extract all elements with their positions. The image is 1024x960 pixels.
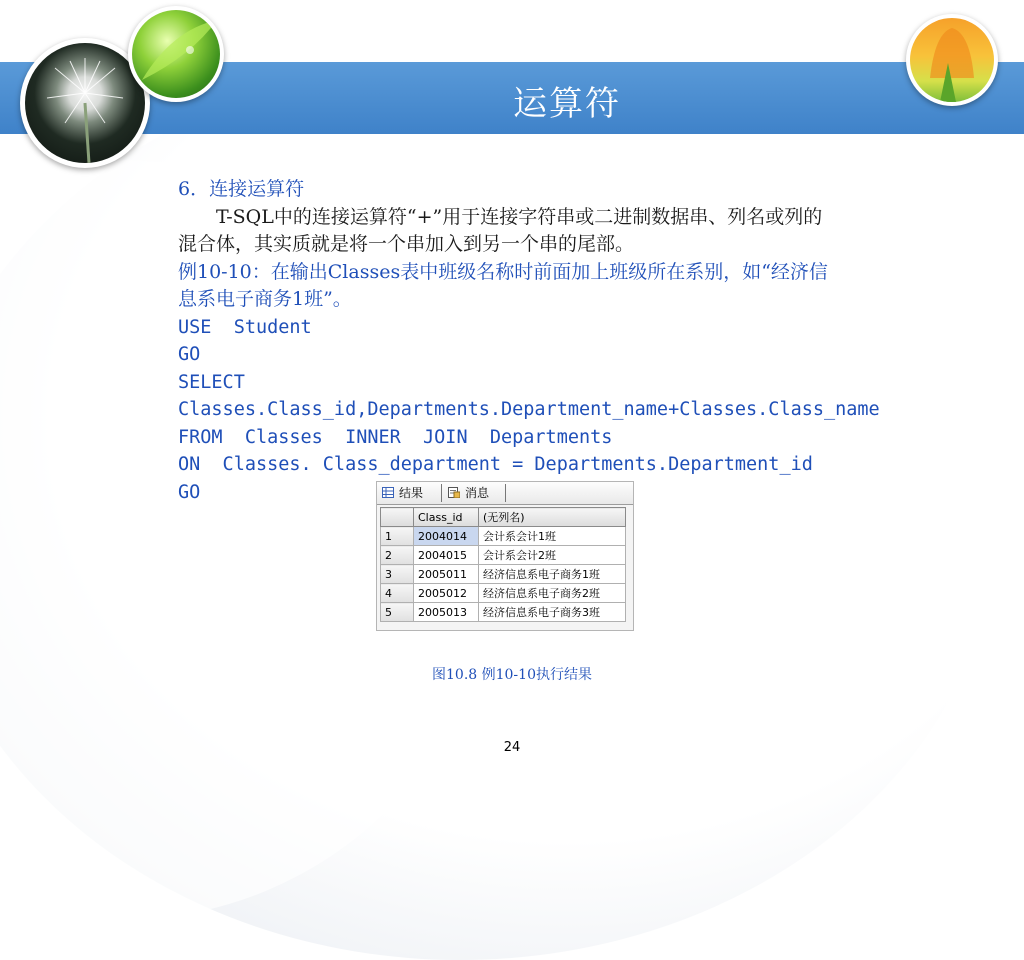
cell-class-name[interactable]: 经济信息系电子商务2班 [479, 584, 626, 603]
code-line: ON Classes. Class_department = Departments.Department_id [178, 454, 813, 475]
tulip-icon [910, 18, 994, 102]
message-icon [448, 487, 460, 498]
green-leaf-photo [128, 6, 224, 102]
code-line: GO [178, 481, 201, 503]
table-row[interactable] [381, 603, 626, 622]
cell-class-name[interactable]: 经济信息系电子商务3班 [479, 603, 626, 622]
leaf-icon [132, 10, 220, 98]
code-line: Classes.Class_id,Departments.Department_name+Classes.Class_name [178, 399, 880, 420]
column-header-unnamed[interactable]: (无列名) [479, 508, 626, 527]
cell-class-id[interactable]: 2004014 [414, 527, 479, 546]
example-line-1: 例10-10：在输出Classes表中班级名称时前面加上班级所在系别，如“经济信 [178, 260, 828, 283]
cell-class-name[interactable]: 会计系会计2班 [479, 546, 626, 565]
description-line-2: 混合体，其实质就是将一个串加入到另一个串的尾部。 [178, 233, 635, 255]
tab-messages-label: 消息 [465, 486, 490, 500]
code-line: GO [178, 344, 201, 365]
slide-body [178, 176, 958, 506]
tab-results[interactable] [379, 484, 442, 502]
page-number: 24 [503, 740, 521, 755]
cell-class-id[interactable]: 2005012 [414, 584, 479, 603]
figure-caption: 图10.8 例10-10执行结果 [432, 667, 592, 683]
code-line: USE Student [178, 316, 312, 338]
dandelion-icon [25, 43, 145, 163]
table-row[interactable] [381, 565, 626, 584]
code-line: SELECT [178, 371, 245, 393]
tab-results-label: 结果 [399, 486, 424, 500]
cell-class-name[interactable]: 会计系会计1班 [479, 527, 626, 546]
row-number: 4 [381, 584, 414, 603]
cell-class-id[interactable]: 2005013 [414, 603, 479, 622]
grid-icon [382, 487, 394, 498]
results-tab-bar [377, 482, 633, 505]
row-number-header [381, 508, 414, 527]
cell-class-name[interactable]: 经济信息系电子商务1班 [479, 565, 626, 584]
cell-class-id[interactable]: 2004015 [414, 546, 479, 565]
row-number: 5 [381, 603, 414, 622]
column-header-class-id[interactable]: Class_id [414, 508, 479, 527]
row-number: 1 [381, 527, 414, 546]
table-row[interactable] [381, 527, 626, 546]
code-line: FROM Classes INNER JOIN Departments [178, 426, 613, 448]
table-header-row [381, 508, 626, 527]
row-number: 3 [381, 565, 414, 584]
description-line-1: T-SQL中的连接运算符“+”用于连接字符串或二进制数据串、列名或列的 [178, 205, 823, 228]
row-number: 2 [381, 546, 414, 565]
table-row[interactable] [381, 584, 626, 603]
tab-messages[interactable] [445, 484, 506, 502]
tulip-photo [906, 14, 998, 106]
query-results-panel [376, 481, 634, 631]
section-heading: 6．连接运算符 [178, 178, 305, 200]
results-table [380, 507, 626, 622]
example-line-2: 息系电子商务1班”。 [178, 288, 352, 310]
table-row[interactable] [381, 546, 626, 565]
cell-class-id[interactable]: 2005011 [414, 565, 479, 584]
slide-title: 运算符 [513, 84, 621, 124]
